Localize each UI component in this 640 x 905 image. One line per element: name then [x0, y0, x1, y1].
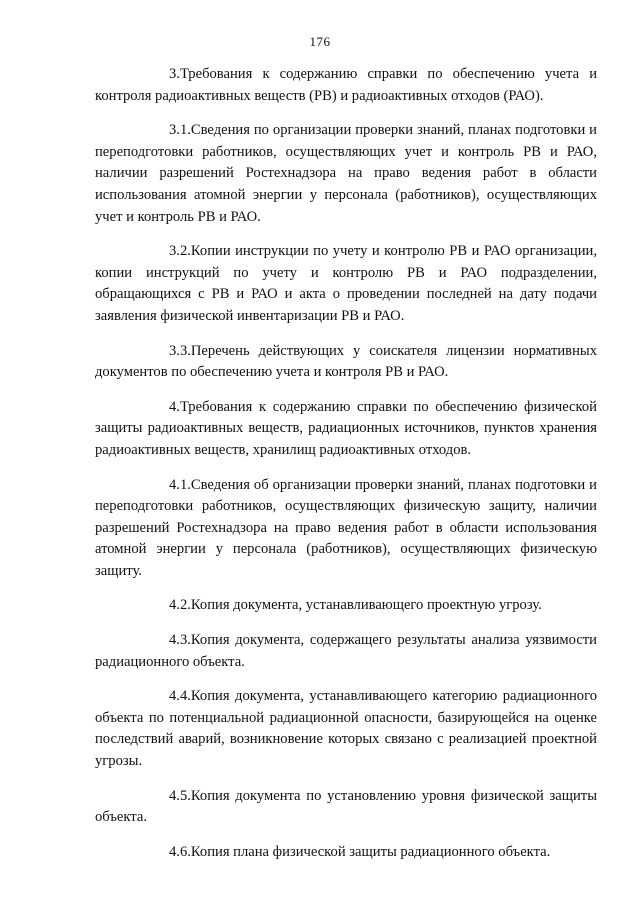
- paragraph-4-4: [95, 686, 597, 772]
- page-number: 176: [309, 34, 331, 49]
- paragraph-4-2: [95, 595, 597, 617]
- paragraph-number: 3.2.: [169, 243, 191, 260]
- paragraph-3-3: [95, 341, 597, 384]
- paragraph-text: Сведения по организации проверки знаний, планах подготовки и переподготовки работников, осуществляющих учет и контроль РВ и РАО, наличии разрешений Ростехнадзора на право ведения работ в области использования атомной энергии у персонала (работников), осуществляющих учет и контроль РВ и РАО.: [95, 122, 597, 225]
- paragraph-4-1: [95, 475, 597, 583]
- paragraph-number: 4.3.: [169, 632, 191, 649]
- paragraph-4-3: [95, 630, 597, 673]
- paragraph-3: [95, 64, 597, 107]
- paragraph-4: [95, 397, 597, 462]
- paragraph-text: Копия документа, устанавливающего проектную угрозу.: [190, 597, 542, 614]
- document-body: [95, 64, 597, 863]
- paragraph-number: 4.: [169, 398, 180, 415]
- paragraph-text: Перечень действующих у соискателя лицензии нормативных документов по обеспечению учета и контроля РВ и РАО.: [95, 342, 597, 381]
- paragraph-4-5: [95, 786, 597, 829]
- paragraph-text: Копии инструкции по учету и контролю РВ и РАО организации, копии инструкций по учету и контролю РВ и РАО подразделении, обращающихся с РВ и РАО и акта о проведении последней на дату подачи заявления физической инвентаризации РВ и РАО.: [95, 243, 597, 324]
- paragraph-3-1: [95, 120, 597, 228]
- paragraph-number: 4.4.: [169, 688, 191, 705]
- paragraph-text: Требования к содержанию справки по обеспечению учета и контроля радиоактивных веществ (РВ) и радиоактивных отходов (РАО).: [95, 66, 597, 104]
- paragraph-3-2: [95, 241, 597, 327]
- paragraph-number: 4.1.: [169, 476, 191, 493]
- paragraph-4-6: [95, 842, 597, 864]
- paragraph-number: 4.5.: [169, 787, 191, 804]
- paragraph-number: 3.3.: [169, 342, 191, 359]
- paragraph-text: Копия документа, содержащего результаты анализа уязвимости радиационного объекта.: [95, 632, 597, 670]
- paragraph-text: Копия документа, устанавливающего категорию радиационного объекта по потенциальной радиационной опасности, базирующейся на оценке последствий аварий, возникновение которых связано с реализацией проектной угрозы.: [95, 688, 597, 770]
- paragraph-text: Сведения об организации проверки знаний, планах подготовки и переподготовки работников, осуществляющих физическую защиту, наличии разрешений Ростехнадзора на право ведения работ в области использования атомной энергии у персонала (работников), осуществляющих физическую защиту.: [95, 476, 597, 579]
- paragraph-number: 3.1.: [169, 122, 191, 139]
- paragraph-number: 4.2.: [169, 597, 191, 614]
- paragraph-number: 3.: [169, 66, 180, 82]
- paragraph-text: Требования к содержанию справки по обеспечению физической защиты радиоактивных веществ, радиационных источников, пунктов хранения радиоактивных веществ, хранилищ радиоактивных отходов.: [95, 398, 597, 458]
- paragraph-text: Копия плана физической защиты радиационного объекта.: [190, 843, 551, 860]
- paragraph-text: Копия документа по установлению уровня физической защиты объекта.: [95, 787, 597, 826]
- paragraph-number: 4.6.: [169, 843, 191, 860]
